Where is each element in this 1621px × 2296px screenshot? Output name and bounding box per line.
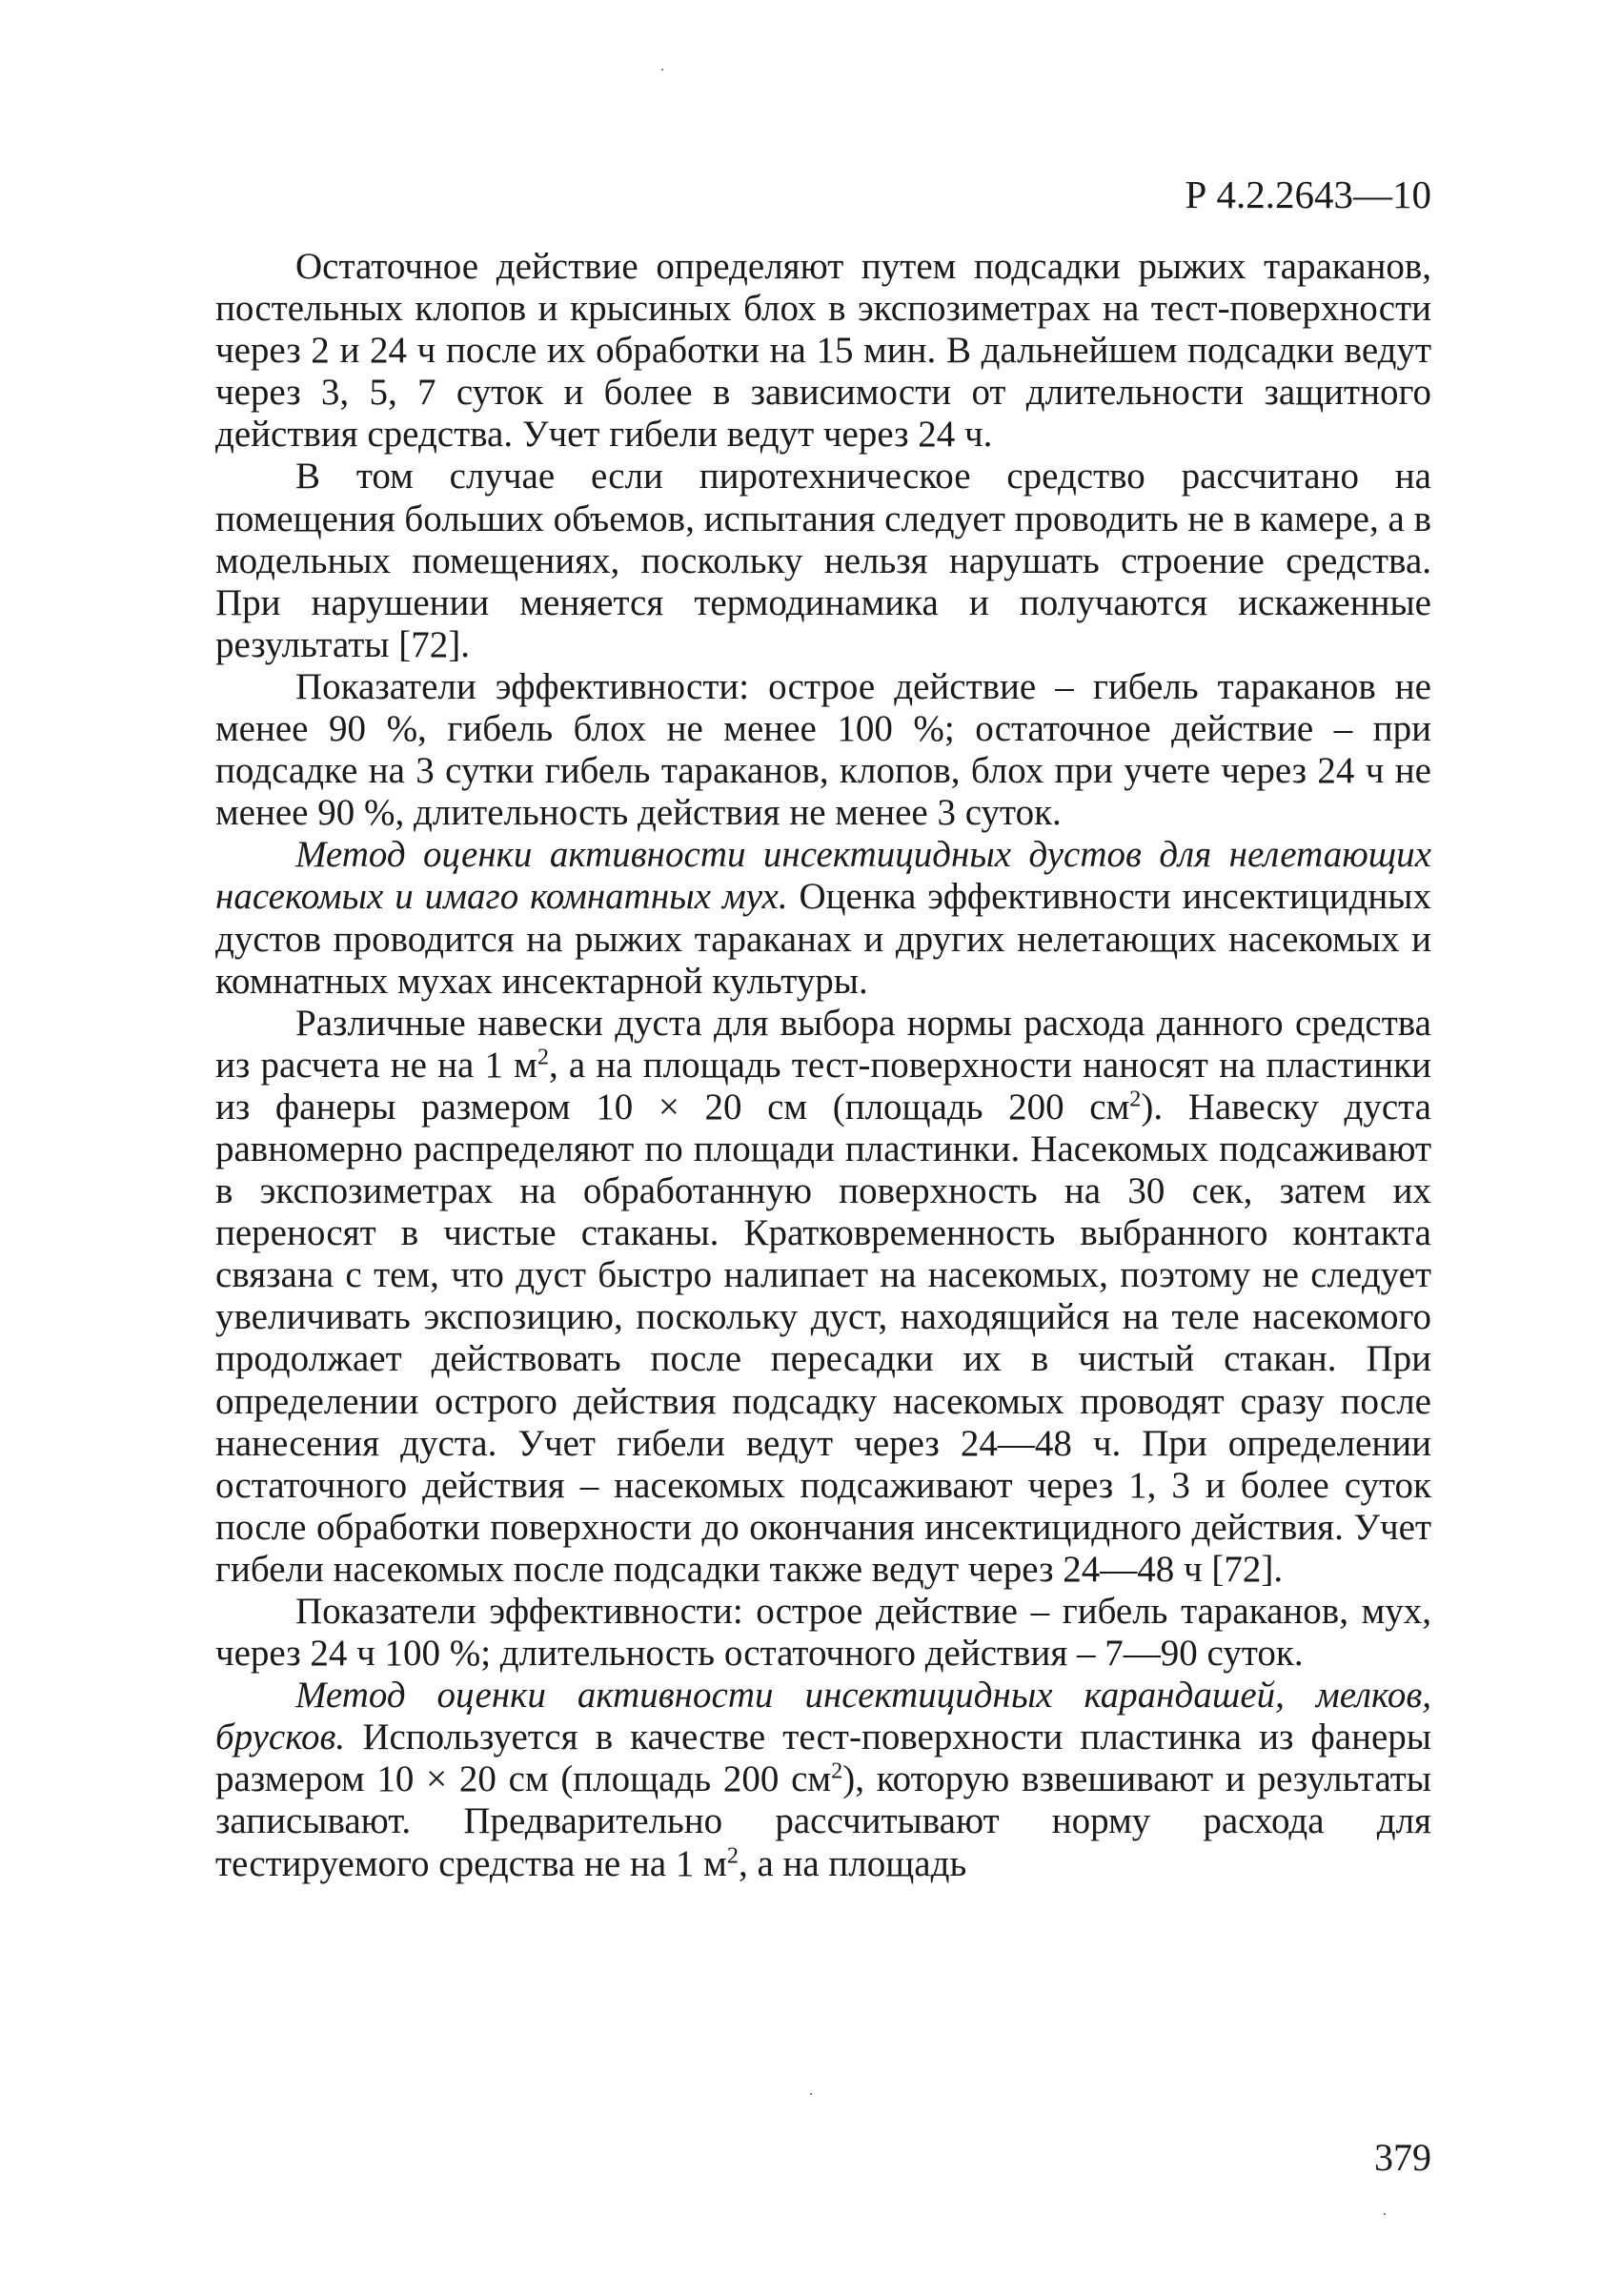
paragraph-text: ), которую взвешивают и результаты записывают. Предварительно рассчитывают норму расхода для тестируемого средства не на 1 м <box>215 1758 1431 1884</box>
scan-speck <box>1384 2213 1386 2215</box>
paragraph-efficacy-indicators-1: Показатели эффективности: острое действие – гибель тараканов не менее 90 %, гибель блох не менее 100 %; остаточное действие – при подсадке на 3 сутки гибель тараканов, клопов, блох при учете через 24 ч не менее 90 %, длительность действия не менее 3 суток. <box>215 665 1431 834</box>
page-number: 379 <box>1374 2136 1431 2179</box>
paragraph-text: ). Навеску дуста равномерно распределяют по площади пластинки. Насекомых подсаживают в экспозиметрах на обработанную поверхность на 30 сек, затем их переносят в чистые стаканы. Кратковременность выбранного контакта связана с тем, что дуст быстро налипает на насекомых, поэтому не следует увеличивать экспозицию, поскольку дуст, находящийся на теле насекомого продолжает действовать после пересадки их в чистый стакан. При определении острого действия подсадку насекомых проводят сразу после нанесения дуста. Учет гибели ведут через 24—48 ч. При определении остаточного действия – насекомых подсаживают через 1, 3 и более суток после обработки поверхности до окончания инсектицидного действия. Учет гибели насекомых после подсадки также ведут через 24—48 ч [72]. <box>215 1086 1431 1590</box>
paragraph-text: , а на площадь тест-поверхности наносят на пластинки из фанеры размером 10 × 20 см (площадь 200 см <box>215 1044 1431 1128</box>
paragraph-dust-procedure <box>215 1003 1431 1591</box>
paragraph-efficacy-indicators-2: Показатели эффективности: острое действие – гибель тараканов, мух, через 24 ч 100 %; длительность остаточного действия – 7—90 суток. <box>215 1591 1431 1675</box>
paragraph-text: Используется в качестве тест-поверхности пластинка из фанеры размером 10 × 20 см (площадь 200 см <box>215 1717 1431 1800</box>
superscript: 2 <box>537 1044 549 1070</box>
superscript: 2 <box>1129 1086 1142 1112</box>
superscript: 2 <box>831 1758 843 1785</box>
paragraph-dust-method <box>215 834 1431 1002</box>
paragraph-text: Различные навески дуста для выбора нормы расхода данного средства из расчета не на 1 м <box>215 1002 1431 1086</box>
paragraph-text: Оценка эффективности инсектицидных дустов проводится на рыжих тараканах и других нелетающих насекомых и комнатных мухах инсектарной культуры. <box>215 876 1431 1002</box>
paragraph-residual-action: Остаточное действие определяют путем подсадки рыжих тараканов, постельных клопов и крысиных блох в экспозиметрах на тест-поверхности через 2 и 24 ч после их обработки на 15 мин. В дальнейшем подсадки ведут через 3, 5, 7 суток и более в зависимости от длительности защитного действия средства. Учет гибели ведут через 24 ч. <box>215 246 1431 456</box>
superscript: 2 <box>726 1842 739 1869</box>
paragraph-pencil-method <box>215 1675 1431 1884</box>
body-text <box>215 246 1431 1885</box>
scan-speck <box>810 2093 812 2095</box>
paragraph-pyrotechnic-means: В том случае если пиротехническое средство рассчитано на помещения больших объемов, испытания следует проводить не в камере, а в модельных помещениях, поскольку нельзя нарушать строение средства. При нарушении меняется термодинамика и получаются искаженные результаты [72]. <box>215 456 1431 665</box>
method-title-dusts: Метод оценки активности инсектицидных дустов для нелетающих насекомых и имаго комнатных мух. <box>215 834 1431 918</box>
paragraph-text: , а на площадь <box>738 1842 967 1884</box>
document-code: Р 4.2.2643—10 <box>1185 173 1431 216</box>
scan-speck <box>661 69 663 71</box>
method-title-pencils: Метод оценки активности инсектицидных карандашей, мелков, брусков. <box>215 1675 1431 1758</box>
